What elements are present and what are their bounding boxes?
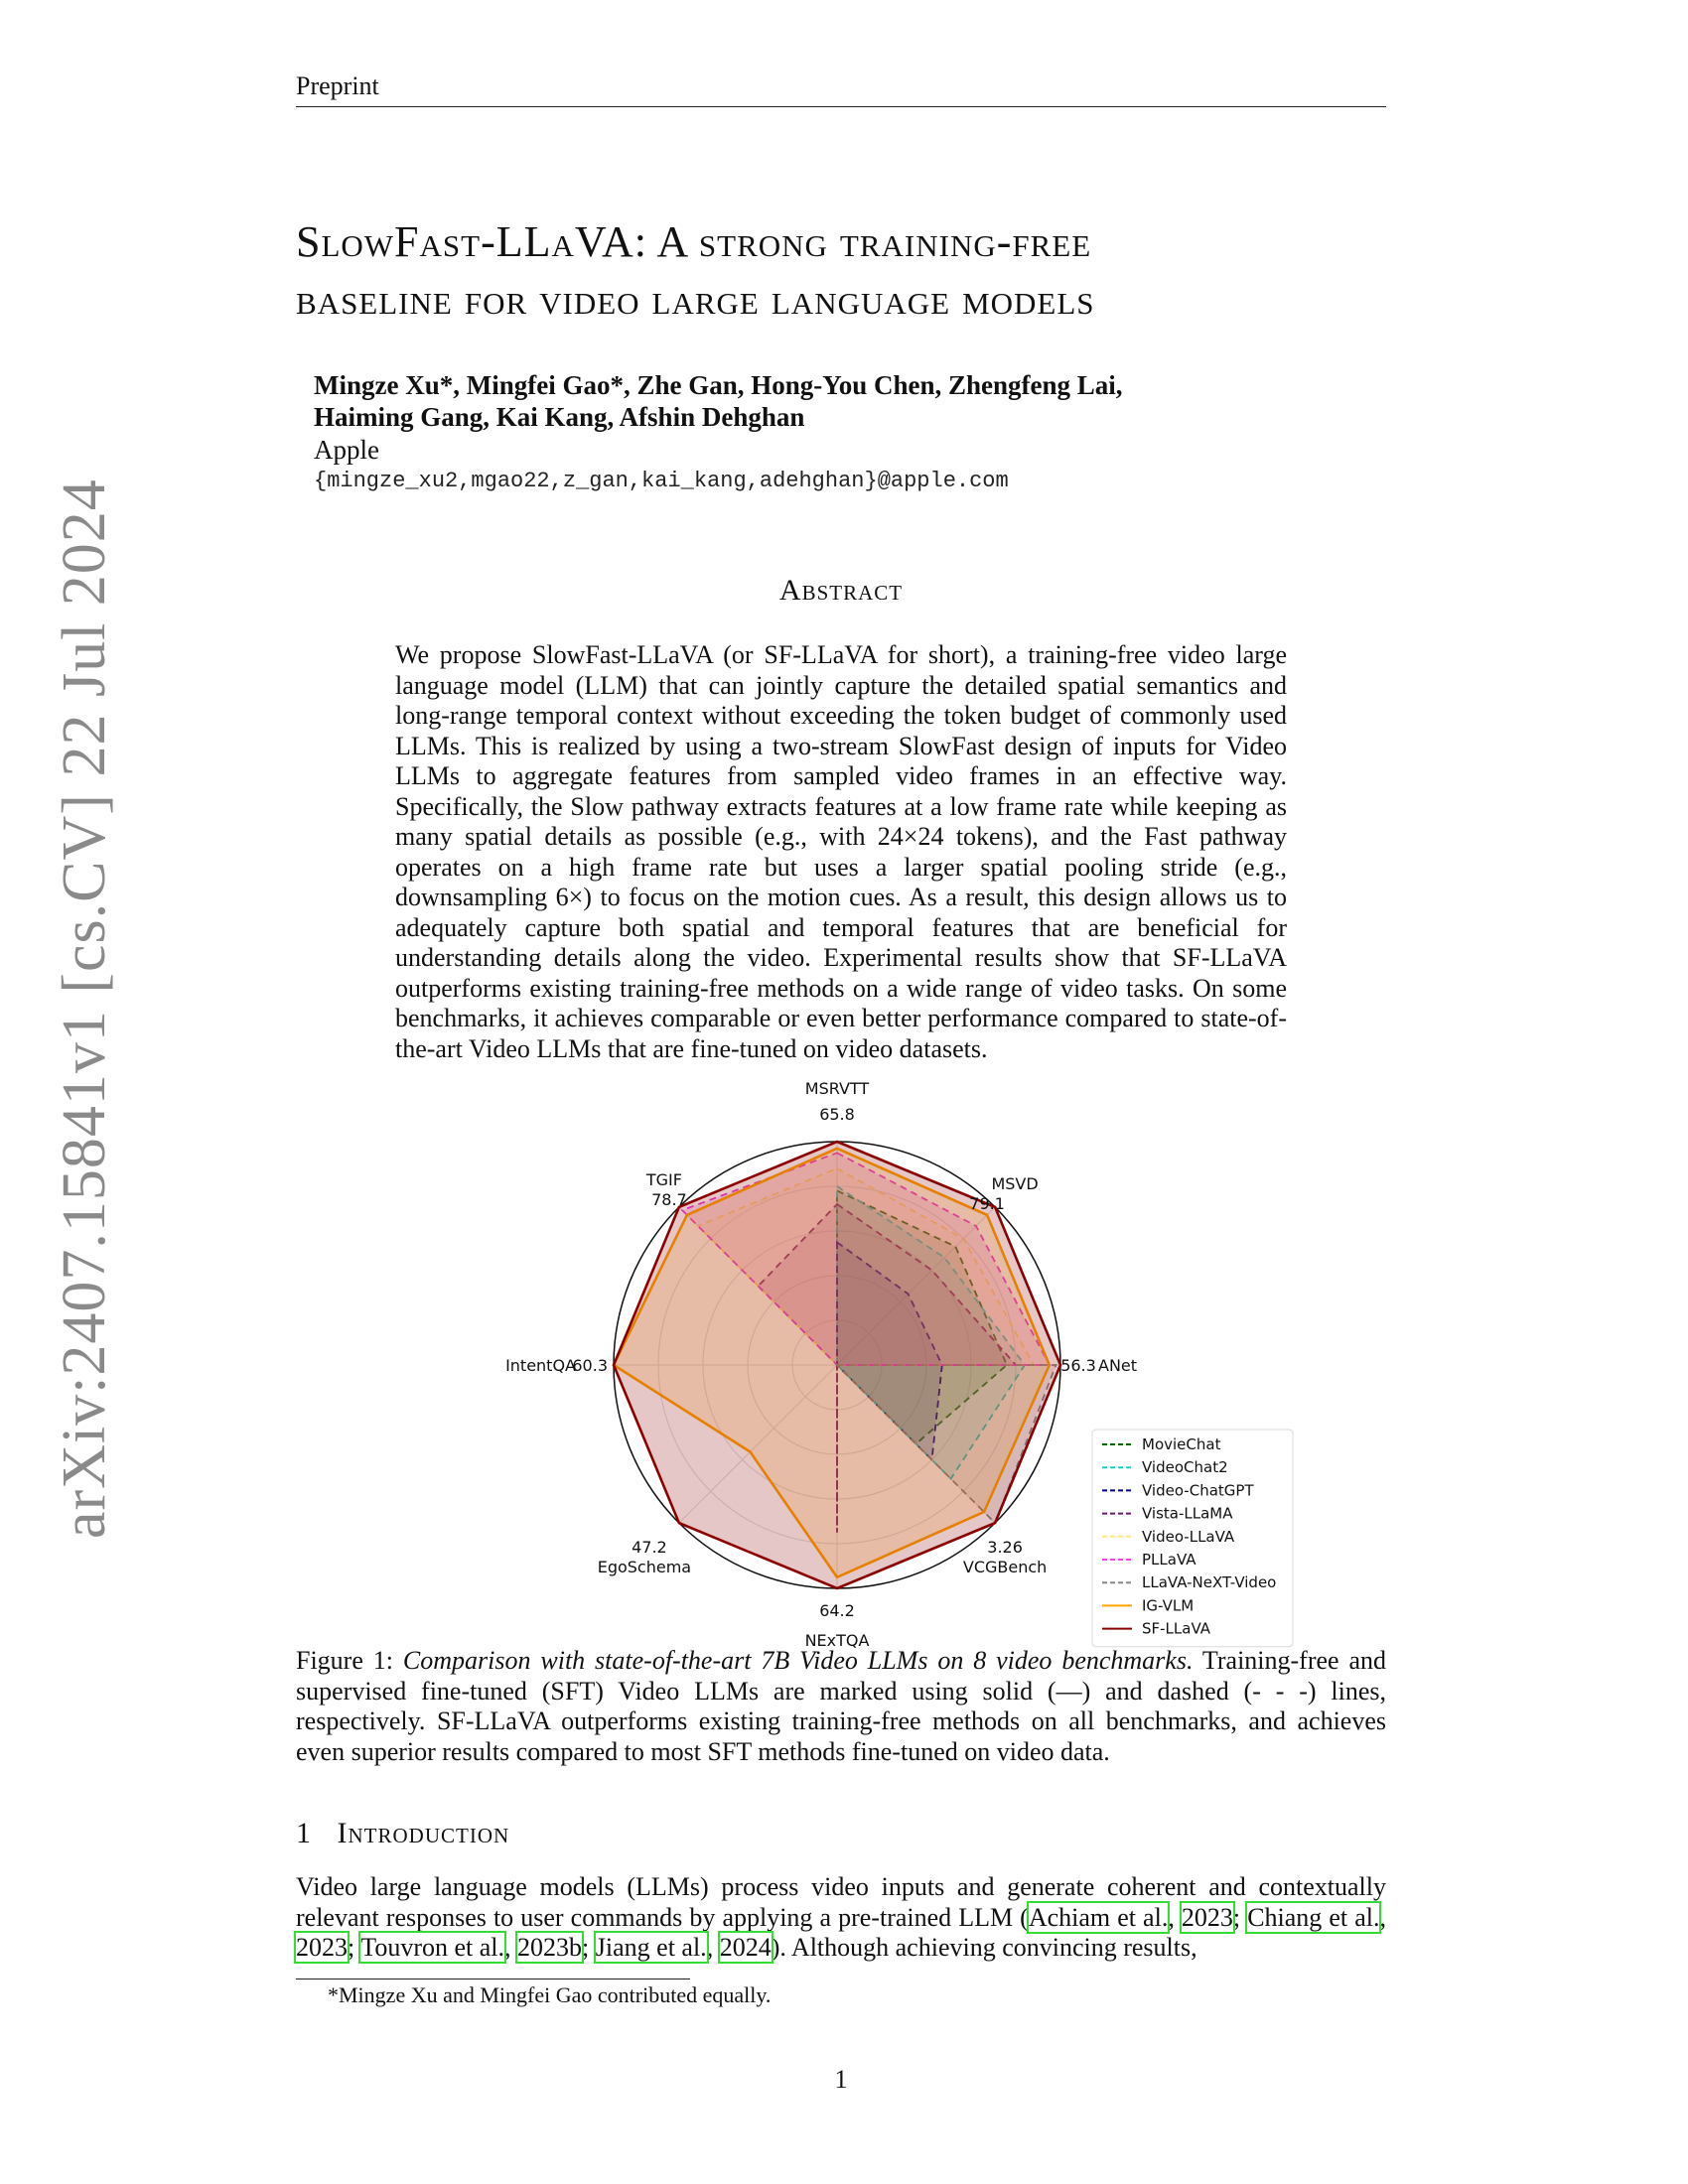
citation-jiang[interactable]: Jiang et al.: [595, 1933, 707, 1962]
citation-touvron[interactable]: Touvron et al.: [360, 1933, 505, 1962]
title-line-1: SlowFast-LLaVA: A strong training-free: [296, 217, 1092, 266]
page-number: 1: [834, 2065, 848, 2094]
section-title: Introduction: [337, 1817, 510, 1849]
affiliation: Apple: [314, 435, 379, 465]
axis-max-egoschema: 47.2: [632, 1538, 667, 1558]
axis-max-nextqa: 64.2: [819, 1601, 855, 1620]
axis-max-intentqa: 60.3: [572, 1356, 608, 1375]
citation-chiang[interactable]: Chiang et al.: [1247, 1902, 1380, 1932]
authors-line-2: Haiming Gang, Kai Kang, Afshin Dehghan: [314, 402, 805, 432]
legend-label-9: SF-LLaVA: [1142, 1619, 1211, 1638]
section-heading: [296, 1817, 509, 1850]
legend-label-7: LLaVA-NeXT-Video: [1142, 1573, 1277, 1592]
header-rule: [296, 106, 1386, 107]
legend-label-3: Video-ChatGPT: [1142, 1481, 1254, 1500]
caption-label: Figure 1:: [296, 1646, 393, 1675]
abstract-text: We propose SlowFast-LLaVA (or SF-LLaVA for short), a training-free video large language model (LLM) that can jointly capture the detailed spatial semantics and long-range temporal context without exceeding the token budget of commonly used LLMs. This is realized by using a two-stream SlowFast design of inputs for Video LLMs to aggregate features from sampled video frames in an effective way. Specifically, the Slow pathway extracts features at a low frame rate while keeping as many spatial details as possible (e.g., with 24×24 tokens), and the Fast pathway operates on a high frame rate but uses a larger spatial pooling stride (e.g., downsampling 6×) to focus on the motion cues. As a result, this design allows us to adequately capture both spatial and temporal features that are beneficial for understanding details along the video. Experimental results show that SF-LLaVA outperforms existing training-free methods on a wide range of video tasks. On some benchmarks, it achieves comparable or even better performance compared to state-of-the-art Video LLMs that are fine-tuned on video datasets.: [395, 640, 1287, 1063]
axis-max-msrvtt: 65.8: [819, 1105, 855, 1124]
citation-achiam-year[interactable]: 2023: [1181, 1902, 1233, 1932]
axis-max-vcgbench: 3.26: [987, 1538, 1023, 1558]
axis-label-egoschema: EgoSchema: [597, 1558, 692, 1577]
axis-label-intentqa: IntentQA: [505, 1356, 576, 1375]
citation-achiam[interactable]: Achiam et al.: [1028, 1902, 1169, 1932]
intro-text-start: Video large language models (LLMs) process video inputs and generate coherent and contextually relevant responses to user commands by applying a pre-trained LLM (: [296, 1872, 1386, 1932]
citation-chiang-year[interactable]: 2023: [296, 1933, 348, 1962]
footnote: *Mingze Xu and Mingfei Gao contributed equally.: [328, 1982, 772, 2007]
running-header: Preprint: [296, 71, 379, 100]
legend-label-8: IG-VLM: [1142, 1596, 1195, 1615]
paper-title: [296, 213, 1438, 329]
axis-label-msvd: MSVD: [991, 1173, 1039, 1193]
legend-label-2: VideoChat2: [1142, 1458, 1228, 1477]
authors-line-1: Mingze Xu*, Mingfei Gao*, Zhe Gan, Hong-You Chen, Zhengfeng Lai,: [314, 370, 1123, 400]
radar-chart: [485, 1077, 1309, 1658]
caption-body: Training-free and supervised fine-tuned (SFT) Video LLMs are marked using solid (—) and dashed (- - -) lines, respectively. SF-LLaVA outperforms existing training-free methods on all benchmarks, and achieves even superior results compared to most SFT methods fine-tuned on video data.: [296, 1646, 1387, 1766]
axis-label-msrvtt: MSRVTT: [804, 1079, 870, 1098]
axis-label-vcgbench: VCGBench: [962, 1558, 1048, 1577]
axis-label-tgif: TGIF: [645, 1169, 682, 1189]
arxiv-identifier: arXiv:2407.15841v1 [cs.CV] 22 Jul 2024: [51, 478, 118, 1539]
axis-max-tgif: 78.7: [651, 1189, 687, 1209]
figure-caption: [296, 1646, 1386, 1767]
legend-label-4: Vista-LLaMA: [1142, 1504, 1233, 1523]
title-line-2: baseline for video large language models: [296, 275, 1095, 324]
section-number: 1: [296, 1817, 312, 1849]
axis-label-anet: ANet: [1098, 1356, 1138, 1375]
axis-max-anet: 56.3: [1060, 1356, 1096, 1375]
axis-max-msvd: 79.1: [969, 1193, 1005, 1213]
citation-touvron-year[interactable]: 2023b: [517, 1933, 583, 1962]
axis-label-nextqa: NExTQA: [804, 1631, 870, 1650]
citation-jiang-year[interactable]: 2024: [719, 1933, 772, 1962]
legend-label-5: Video-LLaVA: [1142, 1527, 1235, 1546]
caption-italic: Comparison with state-of-the-art 7B Video LLMs on 8 video benchmarks.: [402, 1646, 1194, 1675]
intro-paragraph: Video large language models (LLMs) process video inputs and generate coherent and contextually relevant responses to user commands by applying a pre-trained LLM (Achiam et al., 2023; Chiang et al., 2023; Touvron et al., 2023b; Jiang et al., 2024). Although achieving convincing results,: [296, 1872, 1386, 1962]
author-list: [314, 369, 1406, 433]
intro-text-end: ). Although achieving convincing results,: [771, 1933, 1197, 1962]
abstract-heading: Abstract: [778, 574, 904, 607]
author-emails: {mingze_xu2,mgao22,z_gan,kai_kang,adehghan}@apple.com: [314, 469, 1009, 493]
legend-label-1: MovieChat: [1142, 1435, 1221, 1453]
legend-label-6: PLLaVA: [1142, 1551, 1196, 1569]
